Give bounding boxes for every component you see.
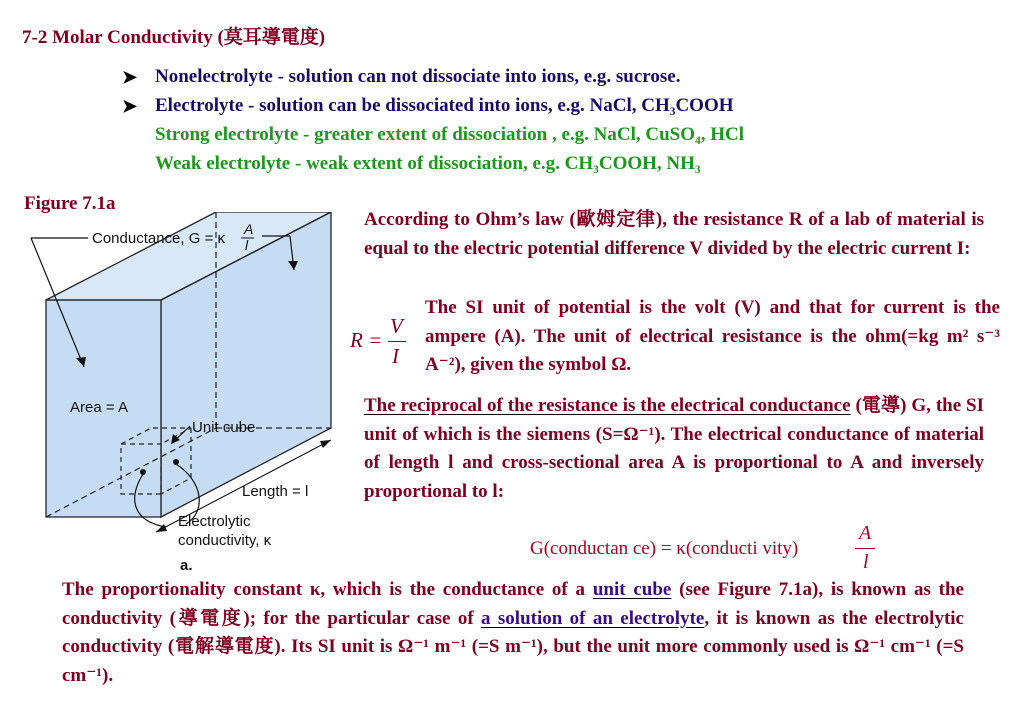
resistance-formula [350, 314, 416, 372]
unit-cube-term: unit cube [592, 579, 672, 600]
weak-electrolyte-line: Weak electrolyte - weak extent of dissociation, e.g. CH₃COOH, NH₃ [155, 153, 701, 174]
reciprocal-rest: (電導) G, the SI unit of which is the siemens (S=Ω⁻¹). The electrical conductance of material of length l and cross-sectional area A is proportional to A and inversely proportional to l: [364, 395, 984, 502]
frac-num: A [244, 221, 254, 237]
conductivity-cube-figure [26, 212, 351, 584]
figure-sub-label: a. [180, 557, 193, 574]
strong-electrolyte-line: Strong electrolyte - greater extent of dissociation , e.g. NaCl, CuSO₄, HCl [155, 124, 744, 145]
bullet-nonelectrolyte: Nonelectrolyte - solution can not dissociate into ions, e.g. sucrose. [155, 66, 681, 87]
electrolyte-solution-term: a solution of an electrolyte [481, 607, 705, 629]
reciprocal-underlined: The reciprocal of the resistance is the electrical conductance [364, 395, 851, 416]
page-title: 7-2 Molar Conductivity (莫耳導電度) [22, 27, 326, 48]
formula-g-den: l [863, 551, 869, 573]
electrolytic-label-2: conductivity, κ [178, 532, 272, 549]
bullet-arrow-icon: ➤ [122, 67, 138, 87]
length-label: Length = l [242, 483, 309, 500]
si-unit-paragraph: The SI unit of potential is the volt (V) and that for current is the ampere (A). The unit of electrical resistance is the ohm(=kg m² s⁻³ A⁻²), given the symbol Ω. [425, 297, 1000, 375]
unit-cube-label: Unit cube [192, 419, 256, 436]
formula-r-lhs: R = [350, 328, 383, 352]
frac-den: l [245, 237, 249, 253]
formula-r-den: I [392, 344, 399, 368]
ohm-law-paragraph: According to Ohm’s law (歐姆定律), the resistance R of a lab of material is equal to the electric potential difference V divided by the electric current I: [364, 209, 984, 259]
bullet-arrow-icon: ➤ [122, 96, 138, 116]
electrolytic-label-1: Electrolytic [178, 513, 251, 530]
conductance-paragraph [364, 392, 984, 506]
formula-g-num: A [859, 522, 872, 544]
conductance-formula [530, 522, 890, 580]
figure-caption: Figure 7.1a [24, 193, 116, 214]
formula-g-lhs: G(conductan ce) = κ(conducti vity) [530, 538, 799, 559]
conductivity-paragraph [62, 576, 964, 690]
bottom-part-2: (see Figure 7.1a), is known as the conductivity (導電度); for the particular case of [62, 579, 964, 629]
bottom-part-1: The proportionality constant κ, which is the conductance of a [62, 579, 593, 600]
formula-r-num: V [390, 314, 403, 338]
bullet-electrolyte: Electrolyte - solution can be dissociated into ions, e.g. NaCl, CH₃COOH [155, 95, 734, 116]
conductance-label: Conductance, G = κ [92, 230, 225, 247]
bottom-part-3: , it is known as the electrolytic conductivity (電解導電度). Its SI unit is Ω⁻¹ m⁻¹ (=S m⁻¹), but the unit more commonly used is Ω⁻¹ cm⁻¹ (=S cm⁻¹). [62, 607, 964, 686]
area-label: Area = A [70, 399, 128, 416]
